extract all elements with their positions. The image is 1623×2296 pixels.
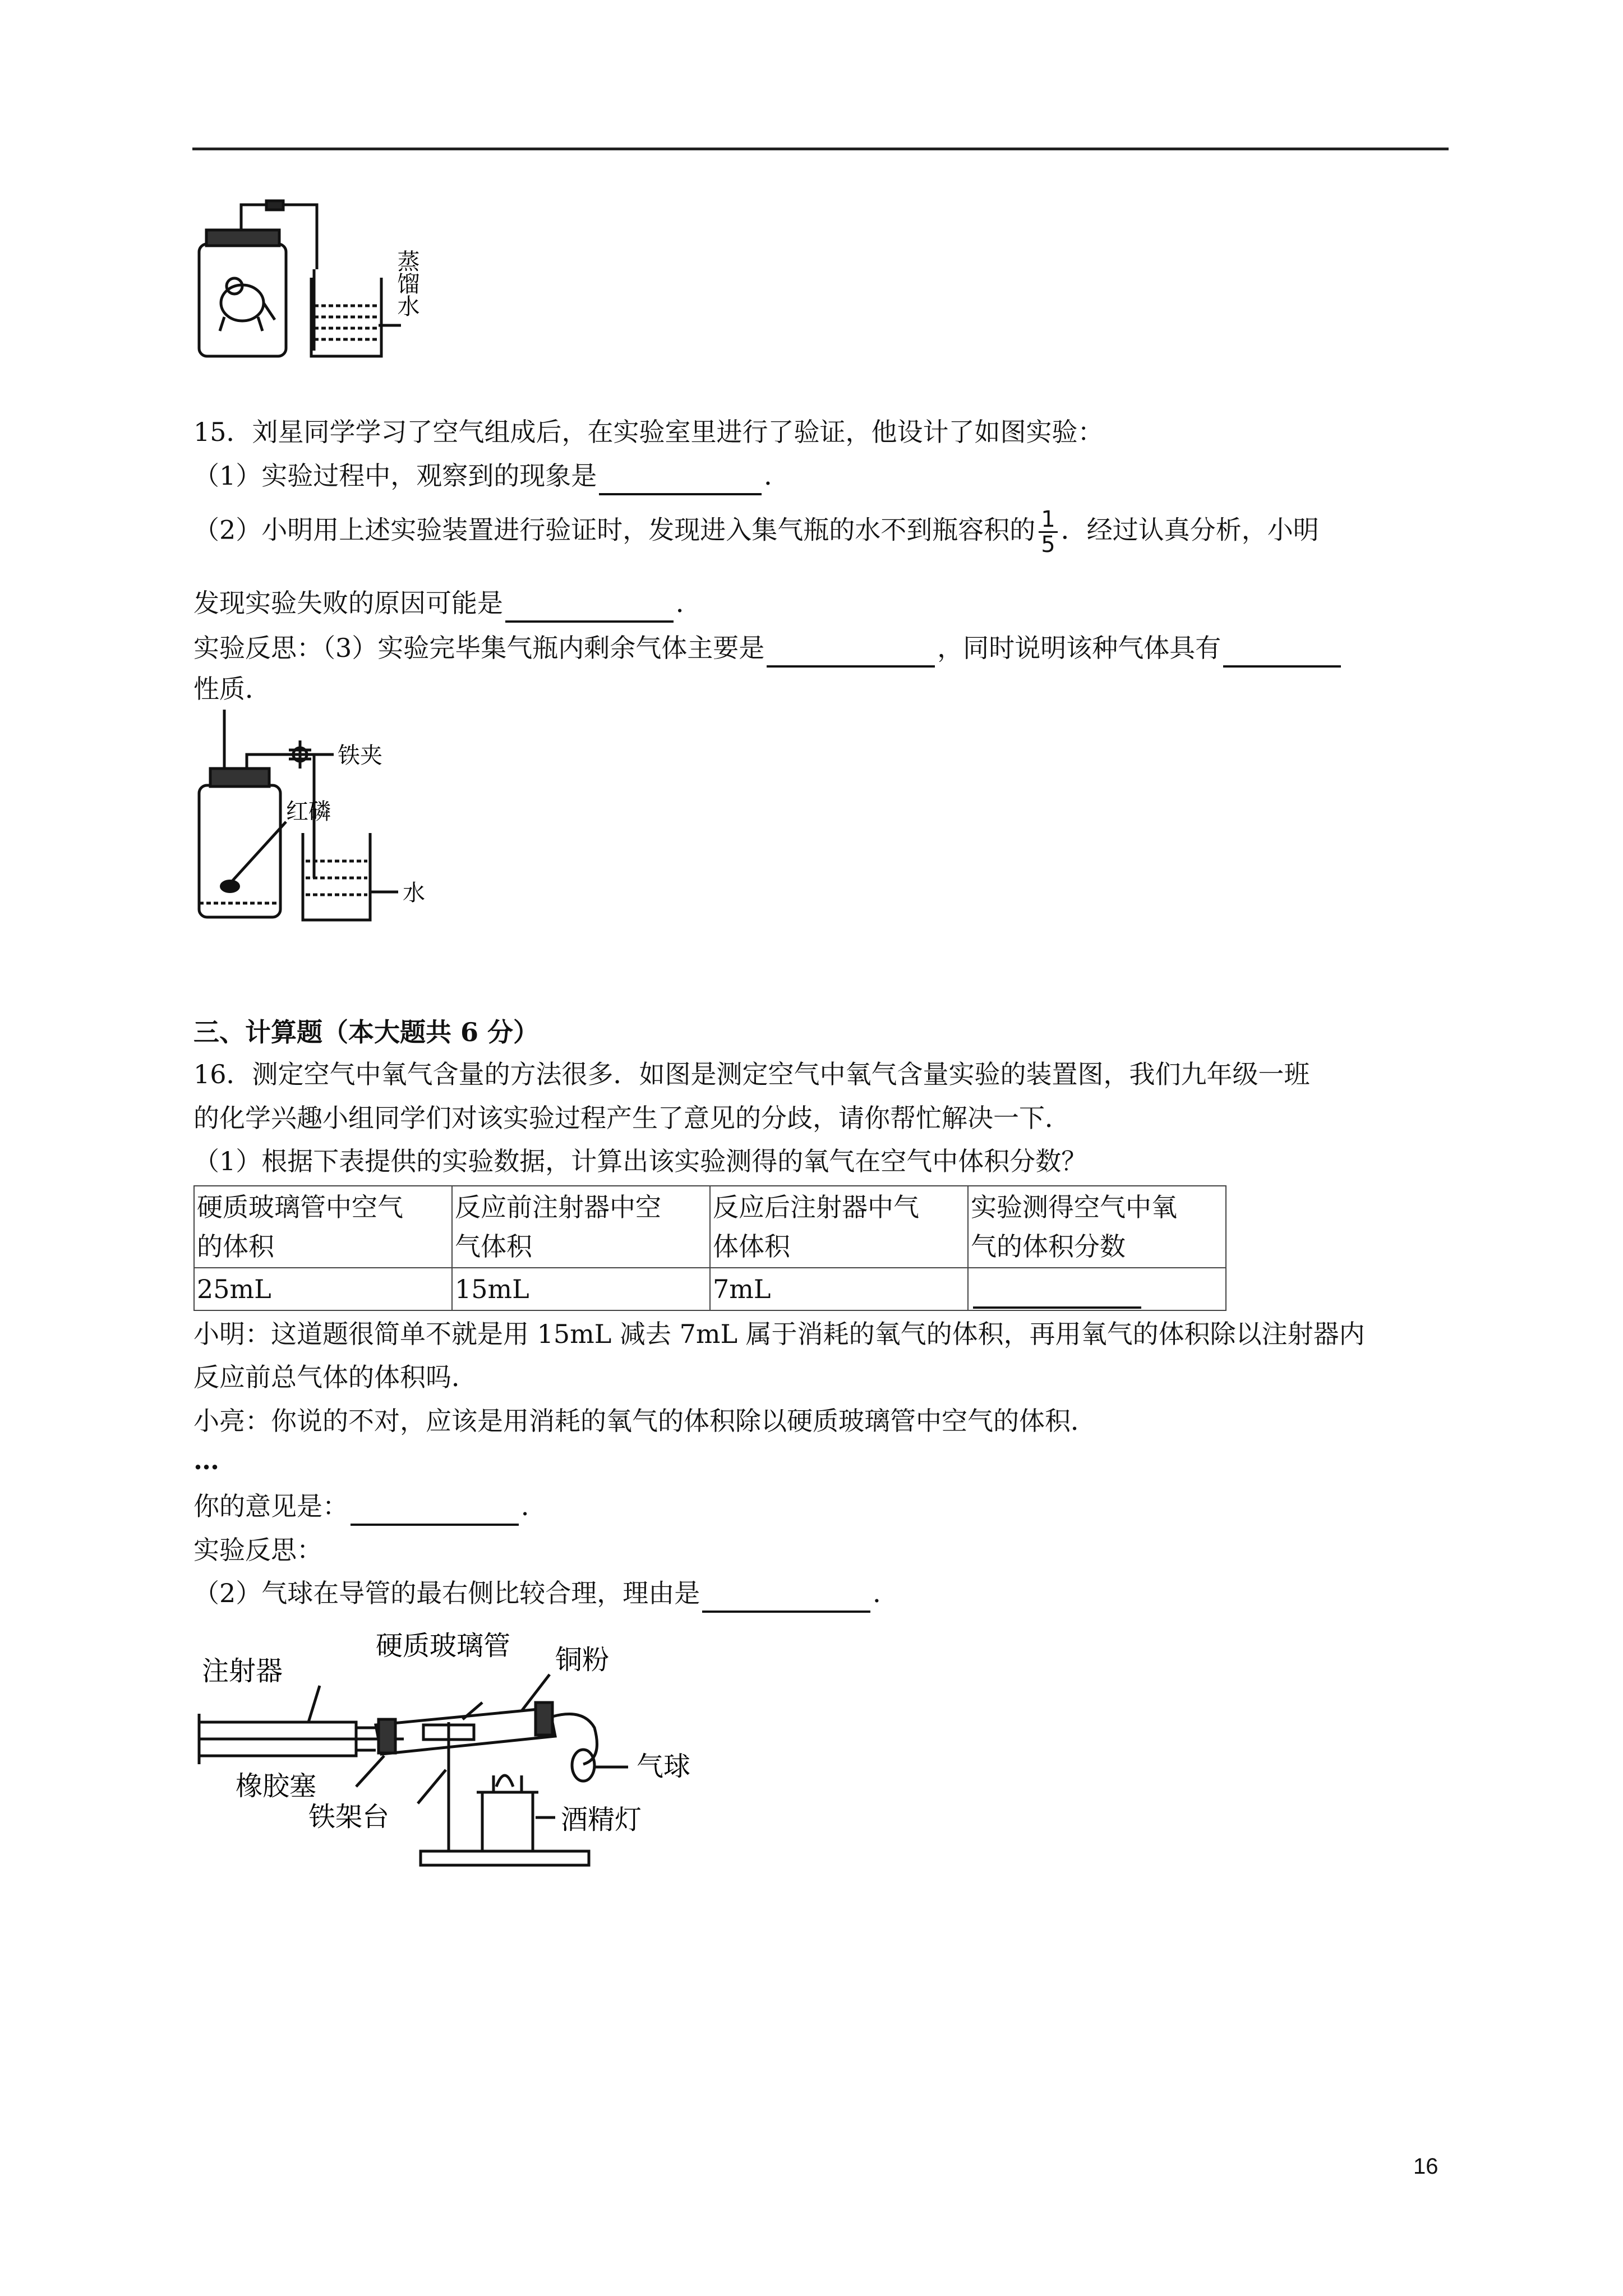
table-row: [194, 1268, 1226, 1310]
q15-part3-blank-property[interactable]: [1223, 636, 1341, 668]
q15-part2-text: （2）小明用上述实验装置进行验证时，发现进入集气瓶的水不到瓶容积的: [193, 514, 1036, 545]
q16-line2: 的化学兴趣小组同学们对该实验过程产生了意见的分歧，请你帮忙解决一下．: [193, 1103, 1071, 1133]
q16-part2: [193, 1573, 898, 1613]
q15-stem: 15．刘星同学学习了空气组成后，在实验室里进行了验证，他设计了如图实验：: [193, 417, 1104, 447]
glass-tube-label: 硬质玻璃管: [376, 1630, 511, 1662]
distilled-water-label: 蒸馏水: [394, 250, 419, 317]
xiaoming-line1: 小明：这道题很简单不就是用 15mL 减去 7mL 属于消耗的氧气的体积，再用氧气的体积除以注射器内: [193, 1319, 1365, 1349]
table-header-cell: 反应前注射器中空 气体积: [452, 1186, 710, 1268]
table-cell: 15mL: [452, 1268, 710, 1310]
xiaoliang-line: 小亮：你说的不对，应该是用消耗的氧气的体积除以硬质玻璃管中空气的体积．: [193, 1406, 1096, 1436]
balloon-label: 气球: [637, 1751, 691, 1782]
table-cell-answer[interactable]: [968, 1268, 1226, 1310]
fraction-numerator: 1: [1039, 508, 1057, 533]
rubber-stopper-label: 橡胶塞: [236, 1770, 317, 1802]
q15-part2-blank[interactable]: [505, 591, 674, 623]
q15-part2-line2: [193, 583, 702, 623]
opinion-period: ．: [521, 1491, 547, 1521]
table-header-cell: 实验测得空气中氧 气的体积分数: [968, 1186, 1226, 1268]
q15-part3: [193, 628, 1343, 668]
q15-part1: [193, 456, 790, 495]
q15-part2-line2-text: 发现实验失败的原因可能是: [193, 588, 503, 618]
q15-part1-period: ．: [764, 461, 790, 491]
ellipsis: …: [193, 1445, 219, 1475]
xiaoming-line2: 反应前总气体的体积吗．: [193, 1362, 477, 1392]
q15-part2: [193, 508, 1319, 556]
water-label: 水: [403, 880, 425, 906]
opinion-text: 你的意见是：: [193, 1491, 348, 1521]
q15-part3-line2: 性质．: [193, 674, 271, 704]
table-header-cell: 硬质玻璃管中空气 的体积: [194, 1186, 452, 1268]
red-phosphorus-label: 红磷: [286, 799, 331, 825]
figure-phosphorus-apparatus: [191, 710, 460, 928]
copper-powder-label: 铜粉: [555, 1644, 610, 1676]
alcohol-lamp-label: 酒精灯: [561, 1804, 642, 1835]
q15-part1-blank[interactable]: [599, 464, 762, 495]
figure-mouse-bottle: [191, 191, 460, 365]
q15-part2-period: ．: [676, 588, 702, 618]
table-cell: 7mL: [710, 1268, 968, 1310]
q15-part1-text: （1）实验过程中，观察到的现象是: [193, 461, 597, 491]
table-header-row: [194, 1186, 1226, 1268]
opinion-blank[interactable]: [351, 1494, 519, 1526]
q15-part3-mid: ，同时说明该种气体具有: [937, 633, 1221, 663]
q15-part2-tail: ．经过认真分析，小明: [1061, 514, 1319, 545]
q16-part2-blank[interactable]: [702, 1581, 870, 1613]
data-table: [193, 1185, 1227, 1311]
syringe-label: 注射器: [202, 1655, 283, 1687]
fraction-denominator: 5: [1041, 532, 1055, 558]
q16-part2-period: ．: [873, 1578, 899, 1608]
q16-part1: （1）根据下表提供的实验数据，计算出该实验测得的氧气在空气中体积分数？: [193, 1146, 1087, 1176]
fraction-one-fifth: [1039, 508, 1057, 556]
table-answer-blank[interactable]: [973, 1277, 1141, 1309]
q15-part3-text: 实验反思：（3）实验完毕集气瓶内剩余气体主要是: [193, 633, 765, 663]
q16-line1: 16．测定空气中氧气含量的方法很多．如图是测定空气中氧气含量实验的装置图，我们九年级一班: [193, 1059, 1310, 1089]
header-rule: [192, 148, 1449, 150]
table-cell: 25mL: [194, 1268, 452, 1310]
iron-clamp-label: 铁夹: [338, 743, 382, 769]
q15-part3-blank-gas[interactable]: [767, 636, 935, 668]
reflection-label: 实验反思：: [193, 1535, 322, 1565]
table-header-cell: 反应后注射器中气 体体积: [710, 1186, 968, 1268]
iron-stand-label: 铁架台: [308, 1801, 390, 1833]
page-number: 16: [1413, 2154, 1438, 2179]
q16-part2-text: （2）气球在导管的最右侧比较合理，理由是: [193, 1578, 700, 1608]
section-3-title: 三、计算题（本大题共 6 分）: [193, 1017, 540, 1047]
figure-copper-apparatus: [191, 1624, 740, 1871]
opinion-line: [193, 1487, 547, 1526]
